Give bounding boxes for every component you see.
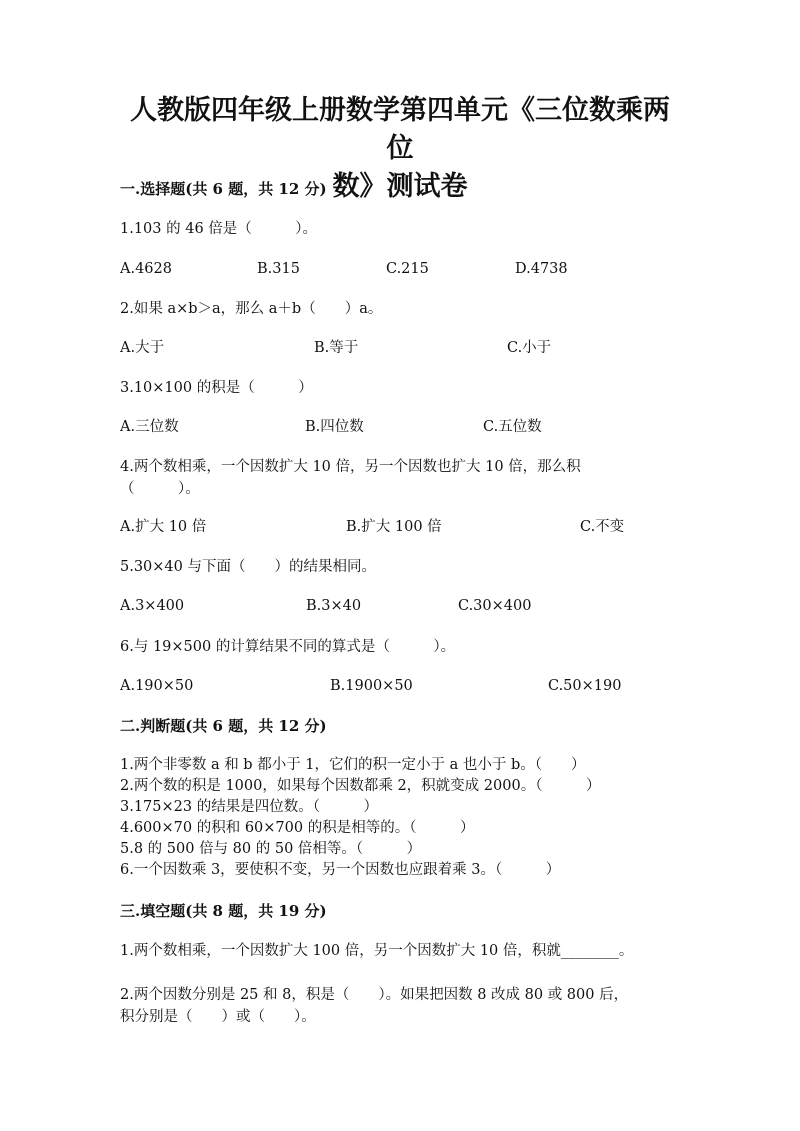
choice-1-option-c: C.215 bbox=[386, 261, 429, 277]
fill-item-1: 1.两个数相乘，一个因数扩大 100 倍，另一个因数扩大 10 倍，积就________。 bbox=[120, 943, 634, 959]
choice-question-6: 6.与 19×500 的计算结果不同的算式是（ ）。 bbox=[120, 639, 456, 655]
section-heading-judge: 二.判断题(共 6 题，共 12 分) bbox=[120, 717, 327, 735]
choice-1-option-a: A.4628 bbox=[120, 261, 172, 277]
choice-1-option-b: B.315 bbox=[257, 261, 300, 277]
choice-6-option-a: A.190×50 bbox=[120, 678, 194, 694]
title-line-2: 数》测试卷 bbox=[332, 171, 468, 202]
choice-3-option-c: C.五位数 bbox=[483, 419, 542, 435]
choice-3-option-b: B.四位数 bbox=[305, 419, 364, 435]
choice-3-option-a: A.三位数 bbox=[120, 419, 179, 435]
fill-item-2-line-1: 2.两个因数分别是 25 和 8，积是（ ）。如果把因数 8 改成 80 或 800 后， bbox=[120, 987, 629, 1003]
section-heading-choice: 一.选择题(共 6 题，共 12 分) bbox=[120, 180, 327, 198]
fill-item-2-line-2: 积分别是（ ）或（ ）。 bbox=[120, 1009, 316, 1025]
choice-5-option-c: C.30×400 bbox=[458, 598, 532, 614]
choice-question-4-line-1: 4.两个数相乘，一个因数扩大 10 倍，另一个因数也扩大 10 倍，那么积 bbox=[120, 459, 581, 475]
choice-question-3: 3.10×100 的积是（ ） bbox=[120, 380, 313, 396]
choice-question-2: 2.如果 a×b＞a，那么 a＋b（ ）a。 bbox=[120, 301, 383, 317]
judge-item-3: 3.175×23 的结果是四位数。（ ） bbox=[120, 799, 378, 815]
choice-question-1: 1.103 的 46 倍是（ ）。 bbox=[120, 221, 318, 237]
choice-4-option-b: B.扩大 100 倍 bbox=[346, 519, 442, 535]
choice-2-option-b: B.等于 bbox=[314, 340, 359, 356]
title-line-1: 人教版四年级上册数学第四单元《三位数乘两位 bbox=[130, 95, 670, 164]
choice-5-option-a: A.3×400 bbox=[120, 598, 185, 614]
choice-question-5: 5.30×40 与下面（ ）的结果相同。 bbox=[120, 559, 376, 575]
section-heading-fill: 三.填空题(共 8 题，共 19 分) bbox=[120, 902, 327, 920]
choice-4-option-a: A.扩大 10 倍 bbox=[120, 519, 207, 535]
judge-item-6: 6.一个因数乘 3，要使积不变，另一个因数也应跟着乘 3。（ ） bbox=[120, 862, 561, 878]
choice-6-option-b: B.1900×50 bbox=[330, 678, 413, 694]
judge-item-5: 5.8 的 500 倍与 80 的 50 倍相等。（ ） bbox=[120, 841, 422, 857]
judge-item-4: 4.600×70 的积和 60×700 的积是相等的。（ ） bbox=[120, 820, 475, 836]
choice-4-option-c: C.不变 bbox=[580, 519, 625, 535]
choice-2-option-a: A.大于 bbox=[120, 340, 165, 356]
choice-6-option-c: C.50×190 bbox=[548, 678, 622, 694]
judge-item-2: 2.两个数的积是 1000，如果每个因数都乘 2，积就变成 2000。（ ） bbox=[120, 778, 601, 794]
judge-item-1: 1.两个非零数 a 和 b 都小于 1，它们的积一定小于 a 也小于 b。（ ） bbox=[120, 757, 586, 773]
choice-question-4-line-2: （ ）。 bbox=[120, 481, 200, 497]
choice-5-option-b: B.3×40 bbox=[306, 598, 362, 614]
choice-1-option-d: D.4738 bbox=[515, 261, 568, 277]
choice-2-option-c: C.小于 bbox=[507, 340, 552, 356]
